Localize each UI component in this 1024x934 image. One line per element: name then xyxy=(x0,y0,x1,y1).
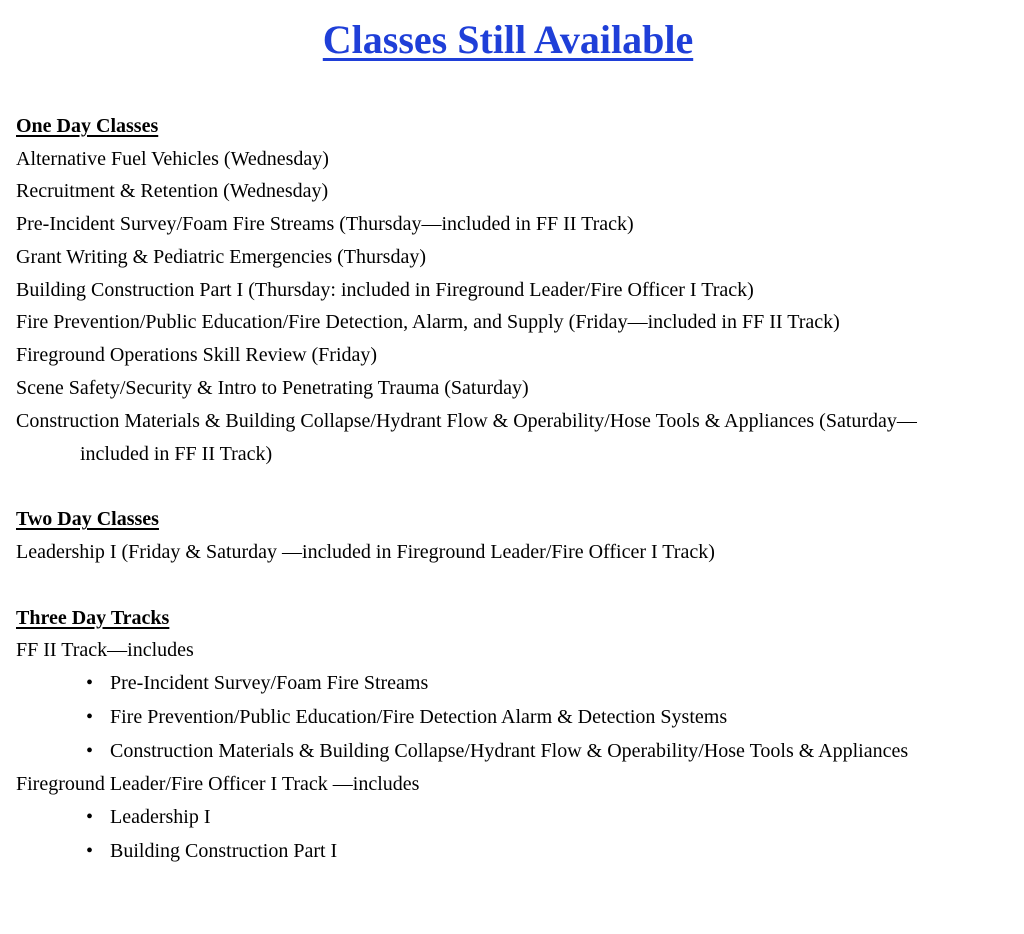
three-day-tracks-section xyxy=(16,602,996,869)
class-item: Fireground Operations Skill Review (Friday) xyxy=(16,344,378,367)
class-item: Fire Prevention/Public Education/Fire Detection, Alarm, and Supply (Friday—included in FF II Track) xyxy=(16,311,840,334)
class-item: Alternative Fuel Vehicles (Wednesday) xyxy=(16,147,329,170)
bullet-icon: • xyxy=(86,672,94,695)
bullet-icon: • xyxy=(86,705,94,728)
three-day-tracks-heading: Three Day Tracks xyxy=(16,606,170,629)
list-item: • Fire Prevention/Public Education/Fire Detection Alarm & Detection Systems xyxy=(110,701,996,735)
one-day-classes-heading: One Day Classes xyxy=(16,115,159,137)
two-day-classes-section xyxy=(16,503,996,568)
list-item: • Pre-Incident Survey/Foam Fire Streams xyxy=(110,667,996,701)
page-title: Classes Still Available xyxy=(322,17,694,62)
class-item: Leadership I (Friday & Saturday —included in Fireground Leader/Fire Officer I Track) xyxy=(16,540,715,563)
class-item: Scene Safety/Security & Intro to Penetrating Trauma (Saturday) xyxy=(16,377,529,400)
track-items-fire-officer-i xyxy=(16,801,996,869)
class-item: Construction Materials & Building Collapse/Hydrant Flow & Operability/Hose Tools & Appliances (Saturday—included in FF II Track) xyxy=(16,409,917,465)
one-day-classes-section xyxy=(16,110,996,470)
two-day-classes-heading: Two Day Classes xyxy=(16,508,159,531)
bullet-icon: • xyxy=(86,806,94,829)
class-item: Recruitment & Retention (Wednesday) xyxy=(16,180,329,203)
list-item: • Leadership I xyxy=(110,801,996,835)
document-page xyxy=(16,14,996,869)
class-item: Grant Writing & Pediatric Emergencies (Thursday) xyxy=(16,245,426,268)
bullet-icon: • xyxy=(86,840,94,863)
list-item: • Construction Materials & Building Collapse/Hydrant Flow & Operability/Hose Tools & Appliances xyxy=(110,735,996,769)
class-item: Building Construction Part I (Thursday: included in Fireground Leader/Fire Officer I Track) xyxy=(16,278,754,301)
track-items-ff-ii xyxy=(16,667,996,768)
list-item: • Building Construction Part I xyxy=(110,835,996,869)
class-item: Pre-Incident Survey/Foam Fire Streams (Thursday—included in FF II Track) xyxy=(16,213,634,236)
track-label-fire-officer-i: Fireground Leader/Fire Officer I Track —includes xyxy=(16,773,420,796)
bullet-icon: • xyxy=(86,739,94,762)
track-label-ff-ii: FF II Track—includes xyxy=(16,639,194,662)
